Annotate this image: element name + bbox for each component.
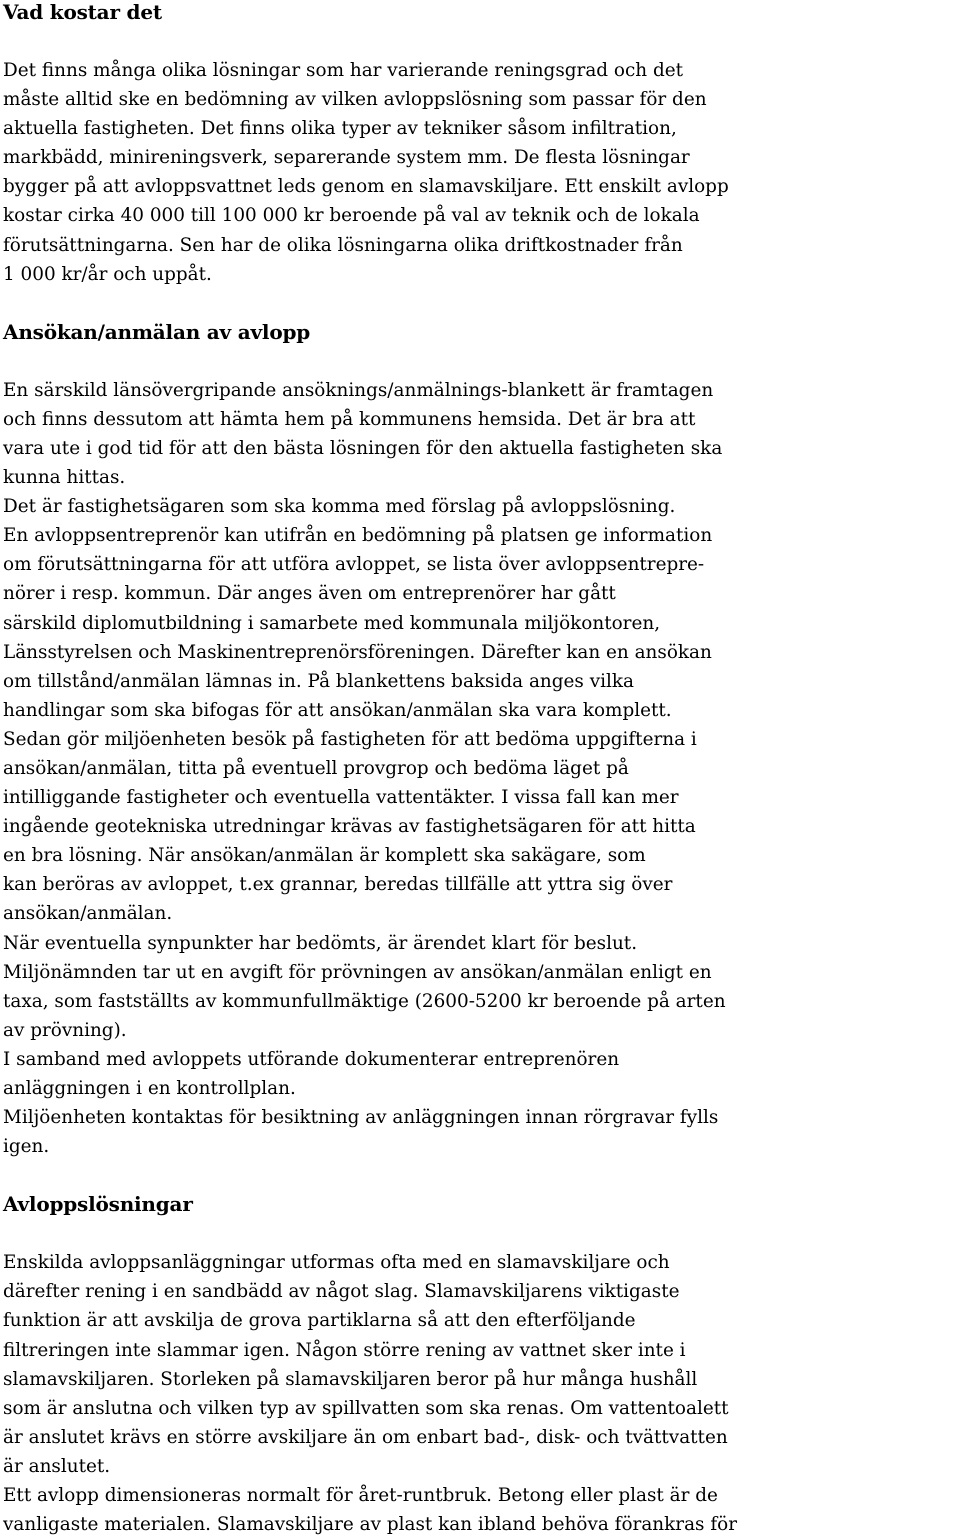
section-sewage-solutions [3, 1190, 957, 1539]
text-line: om förutsättningarna för att utföra avloppet, se lista över avloppsentrepre- [3, 554, 705, 576]
text-line: ansökan/anmälan. [3, 903, 173, 925]
text-line: en bra lösning. När ansökan/anmälan är komplett ska sakägare, som [3, 845, 646, 867]
document-page [3, 0, 957, 1539]
section-application [3, 318, 957, 1162]
text-line: anläggningen i en kontrollplan. [3, 1078, 296, 1099]
section-body [3, 56, 957, 289]
text-line: ansökan/anmälan, titta på eventuell provgrop och bedöma läget på [3, 757, 629, 779]
text-line: och finns dessutom att hämta hem på kommunens hemsida. Det är bra att [3, 408, 696, 430]
text-line: Miljöenheten kontaktas för besiktning av anläggningen innan rörgravar fylls [3, 1107, 719, 1129]
section-cost [3, 0, 957, 289]
text-line: funktion är att avskilja de grova partiklarna så att den efterföljande [3, 1310, 636, 1332]
text-line: måste alltid ske en bedömning av vilken avloppslösning som passar för den [3, 89, 707, 111]
section-title: Ansökan/anmälan av avlopp [3, 319, 311, 344]
text-line: kan beröras av avloppet, t.ex grannar, beredas tillfälle att yttra sig över [3, 874, 673, 896]
text-line: Sedan gör miljöenheten besök på fastigheten för att bedöma uppgifterna i [3, 728, 697, 750]
text-line: Länsstyrelsen och Maskinentreprenörsföreningen. Därefter kan en ansökan [3, 641, 712, 663]
text-line: som är anslutna och vilken typ av spillvatten som ska renas. Om vattentoalett [3, 1397, 729, 1419]
text-line: särskild diplomutbildning i samarbete med kommunala miljökontoren, [3, 612, 661, 634]
section-body [3, 376, 957, 1162]
section-title: Vad kostar det [3, 0, 162, 24]
text-line: ingående geotekniska utredningar krävas av fastighetsägaren för att hitta [3, 816, 696, 838]
text-line: av prövning). [3, 1019, 127, 1041]
text-line: Det är fastighetsägaren som ska komma med förslag på avloppslösning. [3, 496, 676, 518]
text-line: markbädd, minireningsverk, separerande system mm. De flesta lösningar [3, 147, 690, 169]
text-line: igen. [3, 1136, 50, 1158]
text-line: Ett avlopp dimensioneras normalt för året-runtbruk. Betong eller plast är de [3, 1485, 718, 1507]
text-line: vara ute i god tid för att den bästa lösningen för den aktuella fastigheten ska [3, 437, 723, 459]
text-line: filtreringen inte slammar igen. Någon större rening av vattnet sker inte i [3, 1339, 686, 1361]
text-line: är anslutet krävs en större avskiljare än om enbart bad-, disk- och tvättvatten [3, 1426, 728, 1448]
text-line: En särskild länsövergripande ansöknings/anmälnings-blankett är framtagen [3, 379, 714, 401]
text-line: intilliggande fastigheter och eventuella vattentäkter. I vissa fall kan mer [3, 787, 679, 809]
text-line: En avloppsentreprenör kan utifrån en bedömning på platsen ge information [3, 525, 713, 547]
text-line: förutsättningarna. Sen har de olika lösningarna olika driftkostnader från [3, 234, 683, 256]
text-line: vanligaste materialen. Slamavskiljare av plast kan ibland behöva förankras för [3, 1514, 738, 1536]
text-line: 1 000 kr/år och uppåt. [3, 263, 212, 285]
text-line: Det finns många olika lösningar som har varierande reningsgrad och det [3, 60, 684, 81]
text-line: därefter rening i en sandbädd av något slag. Slamavskiljarens viktigaste [3, 1281, 680, 1303]
text-line: slamavskiljaren. Storleken på slamavskiljaren beror på hur många hushåll [3, 1368, 698, 1390]
section-title: Avloppslösningar [3, 1192, 193, 1217]
text-line: är anslutet. [3, 1455, 111, 1477]
text-line: handlingar som ska bifogas för att ansökan/anmälan ska vara komplett. [3, 699, 672, 721]
text-line: taxa, som fastställts av kommunfullmäktige (2600-5200 kr beroende på arten [3, 990, 726, 1012]
section-body [3, 1248, 957, 1539]
text-line: kostar cirka 40 000 till 100 000 kr beroende på val av teknik och de lokala [3, 205, 700, 227]
text-line: nörer i resp. kommun. Där anges även om entreprenörer har gått [3, 583, 616, 605]
text-line: Enskilda avloppsanläggningar utformas ofta med en slamavskiljare och [3, 1252, 670, 1274]
text-line: I samband med avloppets utförande dokumenterar entreprenören [3, 1048, 620, 1070]
text-line: När eventuella synpunkter har bedömts, är ärendet klart för beslut. [3, 932, 638, 954]
text-line: kunna hittas. [3, 467, 126, 489]
text-line: om tillstånd/anmälan lämnas in. På blankettens baksida anges vilka [3, 670, 634, 692]
text-line: Miljönämnden tar ut en avgift för prövningen av ansökan/anmälan enligt en [3, 961, 712, 983]
text-line: aktuella fastigheten. Det finns olika typer av tekniker såsom infiltration, [3, 118, 677, 140]
text-line: bygger på att avloppsvattnet leds genom en slamavskiljare. Ett enskilt avlopp [3, 176, 729, 198]
